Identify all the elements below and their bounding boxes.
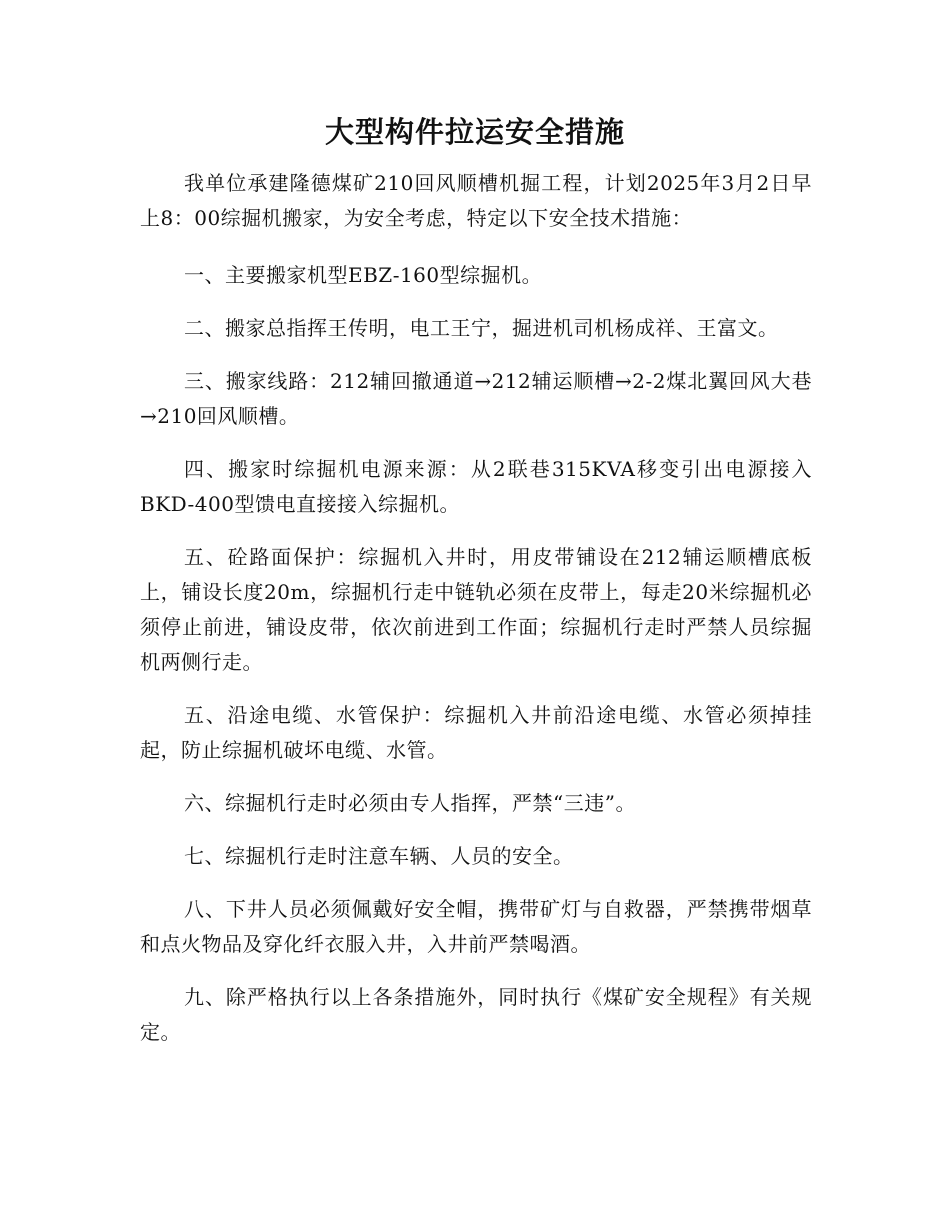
document-title: 大型构件拉运安全措施 xyxy=(324,115,625,149)
paragraph-item-8: 八、下井人员必须佩戴好安全帽，携带矿灯与自救器，严禁携带烟草和点火物品及穿化纤衣服入井，入井前严禁喝酒。 xyxy=(140,897,812,956)
paragraph-item-9: 九、除严格执行以上各条措施外，同时执行《煤矿安全规程》有关规定。 xyxy=(140,985,812,1044)
document-body xyxy=(140,166,812,1068)
paragraph-item-2: 二、搬家总指挥王传明，电工王宁，掘进机司机杨成祥、王富文。 xyxy=(184,316,779,340)
paragraph-item-4: 四、搬家时综掘机电源来源：从2联巷315KVA移变引出电源接入BKD-400型馈电直接接入综掘机。 xyxy=(140,457,812,516)
paragraph-item-3: 三、搬家线路：212辅回撤通道→212辅运顺槽→2-2煤北翼回风大巷→210回风顺槽。 xyxy=(140,369,812,428)
paragraph-item-7: 七、综掘机行走时注意车辆、人员的安全。 xyxy=(184,844,574,868)
paragraph-item-5b: 五、沿途电缆、水管保护：综掘机入井前沿途电缆、水管必须掉挂起，防止综掘机破坏电缆、水管。 xyxy=(140,703,812,762)
paragraph-item-1: 一、主要搬家机型EBZ-160型综掘机。 xyxy=(184,263,543,287)
paragraph-item-6: 六、综掘机行走时必须由专人指挥，严禁“三违”。 xyxy=(184,791,636,815)
paragraph-intro: 我单位承建隆德煤矿210回风顺槽机掘工程，计划2025年3月2日早上8：00综掘机搬家，为安全考虑，特定以下安全技术措施： xyxy=(140,171,812,230)
paragraph-item-5a: 五、砼路面保护：综掘机入井时，用皮带铺设在212辅运顺槽底板上，铺设长度20m，综掘机行走中链轨必须在皮带上，每走20米综掘机必须停止前进，铺设皮带，依次前进到工作面；综掘机行走时严禁人员综掘机两侧行走。 xyxy=(140,545,812,674)
